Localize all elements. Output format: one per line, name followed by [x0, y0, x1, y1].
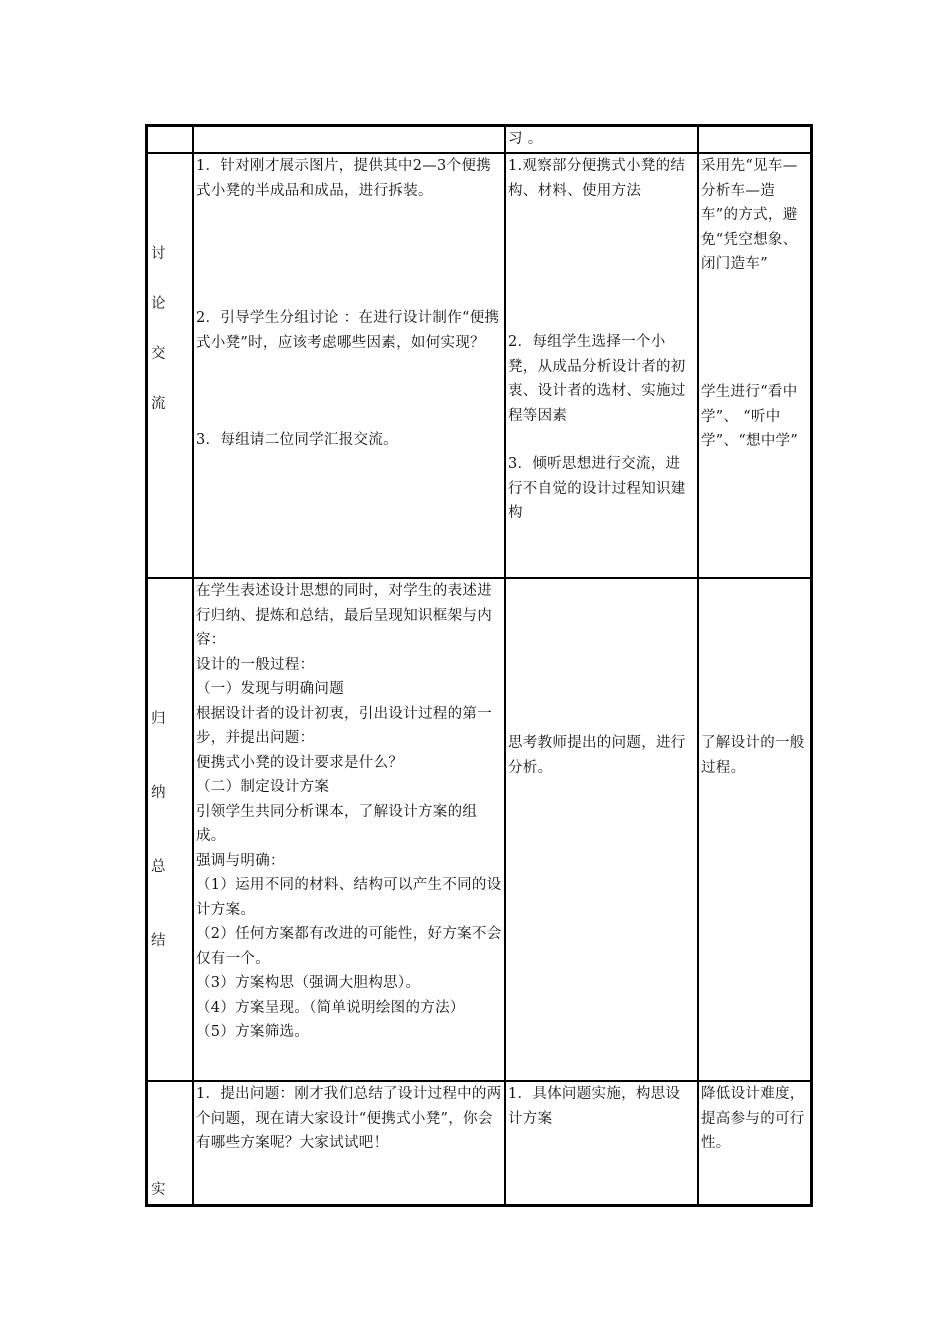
label-char: 讨	[151, 246, 166, 262]
teacher-item-3: 3．每组请二位同学汇报交流。	[196, 432, 398, 448]
intent-item-2: 学生进行“看中学”、 “听中学”、“想中学”	[701, 384, 799, 449]
label-char: 归	[151, 711, 166, 727]
summary-line: （5）方案筛选。	[196, 1024, 310, 1040]
teacher-activity-practice	[193, 1081, 505, 1205]
student-activity-summary	[505, 578, 698, 1081]
lesson-plan-table	[145, 124, 813, 1207]
summary-line: 便携式小凳的设计要求是什么？	[196, 754, 404, 771]
student-item-3: 3．倾听思想进行交流，进行不自觉的设计过程知识建构	[508, 456, 686, 521]
intent-summary-text: 了解设计的一般过程。	[701, 735, 805, 776]
summary-line: 设计的一般过程：	[196, 656, 315, 673]
teacher-activity-summary	[193, 578, 505, 1081]
summary-line: （二）制定设计方案	[196, 779, 330, 795]
intent-cell-empty	[698, 126, 811, 153]
table-row-summary	[147, 578, 811, 1081]
section-label-practice	[147, 1081, 193, 1205]
intent-discussion	[698, 153, 811, 578]
teacher-item-2: 2．引导学生分组讨论 ：在进行设计制作“便携式小凳”时，应该考虑哪些因素，如何实现？	[196, 310, 500, 351]
student-summary-text: 思考教师提出的问题，进行分析。	[508, 735, 686, 776]
label-char: 实	[151, 1182, 166, 1198]
summary-line: （1）运用不同的材料、结构可以产生不同的设计方案。	[196, 877, 502, 918]
section-label-summary	[147, 578, 193, 1081]
summary-line: 强调与明确：	[196, 852, 285, 869]
summary-line: 根据设计者的设计初衷，引出设计过程的第一步，并提出问题：	[196, 705, 492, 746]
teacher-item-1: 1．针对刚才展示图片，提供其中2—3个便携式小凳的半成品和成品，进行拆装。	[196, 158, 491, 199]
intent-item-1: 采用先“见车—分析车—造车”的方式，避免“凭空想象、闭门造车”	[701, 158, 798, 272]
student-practice-text: 1．具体问题实施，构思设计方案	[508, 1086, 681, 1127]
table-row-continuation	[147, 126, 811, 153]
teacher-practice-text: 1．提出问题：刚才我们总结了设计过程中的两个问题，现在请大家设计“便携式小凳”，你会有哪些方案呢？大家试试吧！	[196, 1086, 502, 1151]
label-char: 流	[151, 396, 166, 412]
label-char: 交	[151, 346, 166, 362]
student-text-top: 习 。	[508, 131, 543, 147]
intent-practice	[698, 1081, 811, 1205]
teacher-cell-empty	[193, 126, 505, 153]
label-char: 总	[151, 859, 166, 875]
student-item-1: 1.观察部分便携式小凳的结构、材料、使用方法	[508, 158, 686, 199]
intent-summary	[698, 578, 811, 1081]
teacher-activity-discussion	[193, 153, 505, 578]
label-char: 结	[151, 933, 166, 949]
table-row-practice	[147, 1081, 811, 1205]
summary-line: 引领学生共同分析课本，了解设计方案的组成。	[196, 803, 478, 844]
summary-line: 在学生表述设计思想的同时，对学生的表述进行归纳、提炼和总结，最后呈现知识框架与内容：	[196, 583, 492, 648]
label-char: 纳	[151, 785, 166, 801]
student-cell-top	[505, 126, 698, 153]
summary-line: （一）发现与明确问题	[196, 681, 344, 697]
table-row-discussion	[147, 153, 811, 578]
student-activity-practice	[505, 1081, 698, 1205]
summary-line: （2）任何方案都有改进的可能性，好方案不会仅有一个。	[196, 926, 502, 967]
section-label-discussion	[147, 153, 193, 578]
student-activity-discussion	[505, 153, 698, 578]
intent-practice-text: 降低设计难度，提高参与的可行性。	[701, 1086, 805, 1151]
summary-line: （4）方案呈现。（简单说明绘图的方法）	[196, 999, 465, 1016]
summary-line: （3）方案构思（强调大胆构思）。	[196, 975, 421, 991]
label-cell-empty	[147, 126, 193, 153]
label-char: 论	[151, 296, 166, 312]
student-item-2: 2．每组学生选择一个小凳，从成品分析设计者的初衷、设计者的选材、实施过程等因素	[508, 334, 686, 424]
